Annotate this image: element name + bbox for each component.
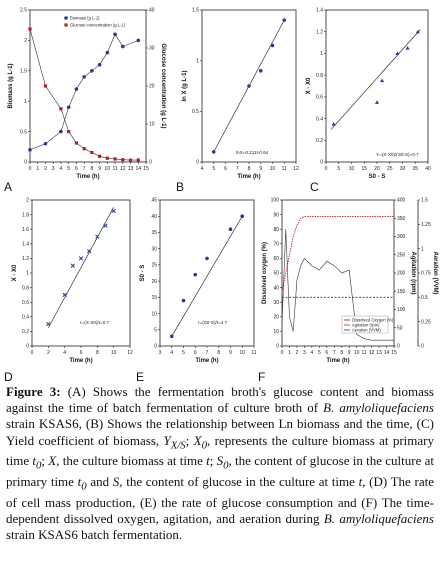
x-tick-label: 4 <box>310 350 314 356</box>
x-tick-label: 30 <box>399 166 406 172</box>
caption-symbol-sub: 0 <box>201 439 208 452</box>
y-tick-label: 40 <box>273 285 279 292</box>
x-tick-label: 10 <box>269 166 276 172</box>
y-tick-label: 0.8 <box>22 285 29 292</box>
x-tick-label: 11 <box>251 350 257 356</box>
data-point <box>112 209 116 213</box>
panel-f-svg <box>262 196 438 370</box>
data-point <box>375 100 379 104</box>
y-axis-label: S0 - S <box>140 264 146 282</box>
data-point <box>406 46 410 50</box>
caption-lead: Figure 3: <box>6 384 61 399</box>
x-tick-label: 4 <box>59 166 63 172</box>
y2-tick-label: 30 <box>149 45 155 52</box>
x-tick-label: 14 <box>135 166 142 172</box>
y-tick-label: 0 <box>154 343 157 350</box>
y-tick-label: 2 <box>26 197 29 204</box>
y-tick-label: 0.6 <box>22 299 29 306</box>
y-tick-label: 0 <box>24 159 27 166</box>
data-point <box>240 214 244 218</box>
data-point <box>205 257 209 261</box>
x-tick-label: 11 <box>361 350 367 356</box>
glucose-point <box>106 157 109 160</box>
glucose-point <box>98 155 101 158</box>
x-tick-label: 5 <box>337 166 341 172</box>
data-point <box>71 264 75 268</box>
biomass-point <box>121 45 125 49</box>
y-tick-label: 1.2 <box>316 29 323 36</box>
panel-label-a: A <box>4 180 13 194</box>
data-point <box>193 273 197 277</box>
data-point <box>182 299 186 303</box>
legend-label: Aeration (VVM) <box>352 327 381 333</box>
y-tick-label: 25 <box>151 262 157 269</box>
data-point <box>229 227 233 231</box>
y2-tick-label: 150 <box>397 288 406 295</box>
y-tick-label: 0 <box>320 159 323 166</box>
data-point <box>259 69 263 73</box>
glucose-point <box>121 158 124 161</box>
caption-text: , the content of glucose in the culture at time <box>119 474 359 490</box>
y-tick-label: 0.4 <box>22 314 29 321</box>
panel-a-chart <box>8 6 168 184</box>
x-tick-label: 9 <box>98 166 101 172</box>
panel-d-svg <box>8 196 136 370</box>
y2-tick-label: 200 <box>397 270 406 277</box>
x-tick-label: 4 <box>200 166 204 172</box>
y2-axis-label: Glucose concentration (g L-1) <box>160 43 166 129</box>
glucose-point <box>28 27 31 30</box>
biomass-point <box>67 105 71 109</box>
y3-tick-label: 0.75 <box>421 270 431 277</box>
x-tick-label: 12 <box>120 166 126 172</box>
biomass-point <box>75 87 79 91</box>
y3-tick-label: 0 <box>421 343 424 350</box>
x-axis-label: Time (h) <box>237 174 261 180</box>
biomass-point <box>90 69 94 73</box>
glucose-point <box>83 147 86 150</box>
data-point <box>271 44 275 48</box>
x-tick-label: 2 <box>44 166 47 172</box>
x-axis-label: Time (h) <box>326 358 350 364</box>
data-point <box>282 18 286 22</box>
data-point <box>247 84 251 88</box>
y-axis-label: X - X0 <box>306 77 312 95</box>
biomass-point <box>136 39 140 43</box>
y3-tick-label: 1.25 <box>421 222 431 229</box>
y-tick-label: 0.2 <box>22 329 29 336</box>
x-tick-label: 10 <box>353 350 360 356</box>
x-tick-label: 8 <box>90 166 94 172</box>
caption-text: , the content of glucose in the culture at primary time <box>6 453 435 490</box>
data-point <box>47 322 51 326</box>
data-point <box>170 334 174 338</box>
y-tick-label: 2 <box>24 38 27 45</box>
y2-tick-label: 400 <box>397 197 406 204</box>
y2-tick-label: 10 <box>149 121 155 128</box>
fit-equation: lnX=0.211t-0.64 <box>236 150 269 155</box>
caption-symbol: X <box>48 453 57 469</box>
biomass-point <box>28 148 32 152</box>
caption-species: B. amyloliquefaciens <box>323 400 434 416</box>
panel-label-e: E <box>136 370 145 384</box>
panel-label-d: D <box>4 370 13 384</box>
x-tick-label: 12 <box>368 350 375 356</box>
x-tick-label: 0 <box>280 350 284 356</box>
y-tick-label: 1 <box>320 51 323 58</box>
x-tick-label: 6 <box>75 166 78 172</box>
x-tick-label: 6 <box>224 166 227 172</box>
x-tick-label: 4 <box>170 350 174 356</box>
caption-text: , represents the culture biomass at primary time <box>6 432 434 469</box>
x-tick-label: 7 <box>82 166 86 172</box>
y2-tick-label: 20 <box>149 83 155 90</box>
y2-tick-label: 300 <box>397 234 406 241</box>
panel-label-c: C <box>310 180 319 194</box>
x-tick-label: 35 <box>412 166 419 172</box>
biomass-line <box>30 34 138 150</box>
x-tick-label: 8 <box>95 350 99 356</box>
y-tick-label: 1.5 <box>192 7 199 14</box>
x-tick-label: 1 <box>288 350 291 356</box>
y-axis-label: Biomass (g L-1) <box>8 63 14 109</box>
panel-a-svg <box>8 6 168 184</box>
x-tick-label: 0 <box>30 350 34 356</box>
glucose-point <box>90 151 93 154</box>
biomass-point <box>44 142 48 146</box>
x-tick-label: 6 <box>325 350 329 356</box>
x-tick-label: 3 <box>158 350 162 356</box>
x-tick-label: 8 <box>247 166 251 172</box>
x-tick-label: 6 <box>79 350 83 356</box>
x-tick-label: 5 <box>182 350 185 356</box>
trend-line <box>48 207 113 327</box>
legend-label: Agitation (rpm) <box>352 322 380 328</box>
x-tick-label: 3 <box>51 166 55 172</box>
x-tick-label: 11 <box>112 166 118 172</box>
caption-text: ; <box>185 432 194 448</box>
x-tick-label: 5 <box>317 350 321 356</box>
panel-e-chart <box>138 196 260 370</box>
y-tick-label: 0.8 <box>316 72 323 79</box>
x-tick-label: 5 <box>67 166 71 172</box>
x-axis-label: Time (h) <box>76 174 100 180</box>
y-tick-label: 1.2 <box>22 256 29 263</box>
data-point <box>79 257 83 261</box>
agitation-line <box>282 216 394 291</box>
x-tick-label: 2 <box>46 350 50 356</box>
biomass-point <box>98 63 102 67</box>
y-tick-label: 0.5 <box>20 129 27 136</box>
y2-tick-label: 250 <box>397 252 406 259</box>
plot-frame <box>30 10 146 162</box>
caption-symbol: S <box>216 453 224 469</box>
x-axis-label: Time (h) <box>69 358 93 364</box>
caption-text: and <box>86 474 113 490</box>
x-tick-label: 13 <box>127 166 134 172</box>
y-tick-label: 50 <box>273 270 279 277</box>
caption-species: B. amyloliquefaciens <box>323 511 434 527</box>
glucose-point <box>44 84 47 87</box>
x-tick-label: 11 <box>281 166 287 172</box>
trend-line <box>331 30 420 130</box>
legend-label-biomass: Biomass (g L-1) <box>70 15 100 21</box>
panel-c-svg <box>304 6 436 184</box>
plot-frame <box>326 10 428 162</box>
y2-tick-label: 350 <box>397 215 406 222</box>
caption-text: ; <box>209 453 217 469</box>
y-tick-label: 70 <box>273 241 279 248</box>
y-tick-label: 35 <box>151 230 157 237</box>
y-tick-label: 80 <box>273 226 279 233</box>
x-tick-label: 7 <box>332 350 336 356</box>
glucose-point <box>137 159 140 162</box>
x-tick-label: 0 <box>28 166 32 172</box>
y-tick-label: 2.5 <box>20 7 27 14</box>
glucose-point <box>75 141 78 144</box>
trend-line <box>172 216 243 336</box>
x-tick-label: 0 <box>324 166 328 172</box>
y-tick-label: 15 <box>151 295 157 302</box>
y3-tick-label: 0.5 <box>421 295 428 302</box>
x-axis-label: Time (h) <box>195 358 219 364</box>
x-tick-label: 6 <box>193 350 197 356</box>
y-tick-label: 10 <box>151 311 157 318</box>
x-tick-label: 3 <box>303 350 306 356</box>
y-tick-label: 0.6 <box>316 94 323 101</box>
caption-symbol: Y <box>163 432 171 448</box>
y2-tick-label: 0 <box>397 343 400 350</box>
glucose-line <box>30 29 138 160</box>
panel-c-chart <box>304 6 436 184</box>
caption-symbol-sub: 0 <box>36 460 42 472</box>
y-tick-label: 1.8 <box>22 212 29 219</box>
y3-tick-label: 1.5 <box>421 197 428 204</box>
x-axis-label: S0 - S <box>368 174 386 180</box>
y-tick-label: 30 <box>151 246 157 253</box>
y-tick-label: 40 <box>151 213 157 220</box>
panel-e-svg <box>138 196 260 370</box>
data-point <box>104 224 108 228</box>
y-axis-label: Dissolved oxygen (%) <box>262 241 268 305</box>
x-tick-label: 13 <box>376 350 382 356</box>
caption-text: strain KSAS6 batch fermentation. <box>6 527 183 543</box>
y-tick-label: 0.2 <box>316 137 323 144</box>
y-tick-label: 0 <box>276 343 279 350</box>
panel-label-f: F <box>258 370 266 384</box>
figure-caption <box>6 384 434 544</box>
glucose-point <box>59 107 62 110</box>
x-tick-label: 10 <box>239 350 246 356</box>
y-tick-label: 30 <box>273 299 279 306</box>
x-tick-label: 15 <box>391 350 397 356</box>
caption-symbol: t <box>32 453 36 469</box>
caption-text: strain KSAS6, (B) Shows the relationship between Ln biomass and the time, (C) Yield coefficient of biomass, <box>6 416 434 448</box>
panel-label-b: B <box>176 180 185 194</box>
y-tick-label: 1.4 <box>316 7 323 14</box>
x-tick-label: 1 <box>36 166 40 172</box>
glucose-point <box>67 130 70 133</box>
y-axis-label: ln X (g L-1) <box>182 70 188 102</box>
glucose-point <box>113 157 116 160</box>
biomass-point <box>82 75 86 79</box>
caption-symbol: t <box>77 474 82 490</box>
y-tick-label: 0 <box>26 343 29 350</box>
glucose-point <box>129 159 132 162</box>
y-axis-label: X - X0 <box>12 264 18 282</box>
x-tick-label: 8 <box>340 350 344 356</box>
x-tick-label: 15 <box>143 166 149 172</box>
panel-b-svg <box>168 6 308 184</box>
biomass-point <box>113 33 117 37</box>
x-tick-label: 10 <box>348 166 355 172</box>
y-tick-label: 20 <box>151 278 157 285</box>
fit-equation: Y=(X-X0)/(S0-S)=0.7 <box>376 152 419 157</box>
biomass-point <box>59 130 63 134</box>
x-tick-label: 12 <box>293 166 299 172</box>
x-tick-label: 2 <box>295 350 299 356</box>
x-tick-label: 14 <box>383 350 390 356</box>
data-point <box>332 122 336 126</box>
y-tick-label: 1 <box>24 98 27 105</box>
fit-equation: r=(S0-S)/t=4.7 <box>198 320 228 325</box>
y-tick-label: 45 <box>151 197 157 204</box>
panel-f-chart <box>262 196 438 370</box>
biomass-point <box>106 51 110 55</box>
caption-symbol: S <box>112 474 120 490</box>
caption-symbol-sub: 0 <box>223 460 229 472</box>
x-tick-label: 40 <box>425 166 431 172</box>
data-point <box>416 30 420 34</box>
x-tick-label: 9 <box>259 166 263 172</box>
x-tick-label: 25 <box>386 166 393 172</box>
caption-text: , the culture biomass at time <box>56 453 207 469</box>
y3-axis-label: Aeration (VVM) <box>432 251 438 295</box>
x-tick-label: 9 <box>347 350 351 356</box>
y-tick-label: 1 <box>26 270 29 277</box>
x-tick-label: 10 <box>110 350 117 356</box>
x-tick-label: 9 <box>229 350 232 356</box>
data-point <box>212 150 216 154</box>
y-tick-label: 0 <box>196 159 199 166</box>
caption-symbol: t <box>206 453 210 469</box>
y-tick-label: 90 <box>273 212 279 219</box>
y2-tick-label: 0 <box>149 159 152 166</box>
x-tick-label: 15 <box>361 166 368 172</box>
y-tick-label: 1.6 <box>22 226 29 233</box>
y-tick-label: 10 <box>273 329 279 336</box>
legend-label: Dissolved Oxygen (%) <box>352 317 394 323</box>
caption-text: ; <box>41 453 49 469</box>
caption-text: , (D) The rate of cell mass production, (E) the rate of glucose consumption and (F) The time-dependent dissolved oxygen, agitation, and aeration during <box>6 474 434 527</box>
x-tick-label: 7 <box>205 350 209 356</box>
y2-tick-label: 100 <box>397 307 406 314</box>
data-point <box>380 79 384 83</box>
fit-equation: r=(X-X0)/t=0.7 <box>80 320 110 325</box>
y-tick-label: 60 <box>273 256 279 263</box>
caption-text: (A) Shows the fermentation broth's glucose content and biomass against the time of batch fermentation of culture broth of <box>6 384 434 416</box>
y2-tick-label: 40 <box>149 7 155 14</box>
x-tick-label: 20 <box>374 166 380 172</box>
x-tick-label: 7 <box>235 166 239 172</box>
caption-symbol-sub: X/S <box>170 439 186 452</box>
x-tick-label: 5 <box>212 166 216 172</box>
y3-tick-label: 0.25 <box>421 319 431 326</box>
y-tick-label: 0.5 <box>192 109 199 116</box>
legend-label-glucose: Glucose concentration (g L-1) <box>70 22 126 28</box>
y3-tick-label: 1 <box>421 246 424 253</box>
y2-axis-label: Agitation (rpm) <box>410 251 416 295</box>
x-tick-label: 12 <box>127 350 133 356</box>
y-tick-label: 0.4 <box>316 116 323 123</box>
y-tick-label: 1.5 <box>20 68 27 75</box>
x-tick-label: 4 <box>63 350 67 356</box>
panel-d-chart <box>8 196 136 370</box>
legend-marker-biomass <box>64 16 68 20</box>
x-tick-label: 8 <box>217 350 221 356</box>
x-tick-label: 10 <box>104 166 111 172</box>
caption-symbol-sub: 0 <box>81 480 87 493</box>
y-tick-label: 20 <box>273 314 279 321</box>
panel-b-chart <box>168 6 308 184</box>
y-tick-label: 1 <box>196 58 199 65</box>
caption-symbol: t <box>358 474 363 490</box>
legend-marker-glucose <box>64 23 67 26</box>
y2-tick-label: 50 <box>397 325 403 332</box>
y-tick-label: 1.4 <box>22 241 29 248</box>
caption-symbol: X <box>193 432 202 448</box>
y-tick-label: 5 <box>154 327 157 334</box>
y-tick-label: 100 <box>270 197 279 204</box>
